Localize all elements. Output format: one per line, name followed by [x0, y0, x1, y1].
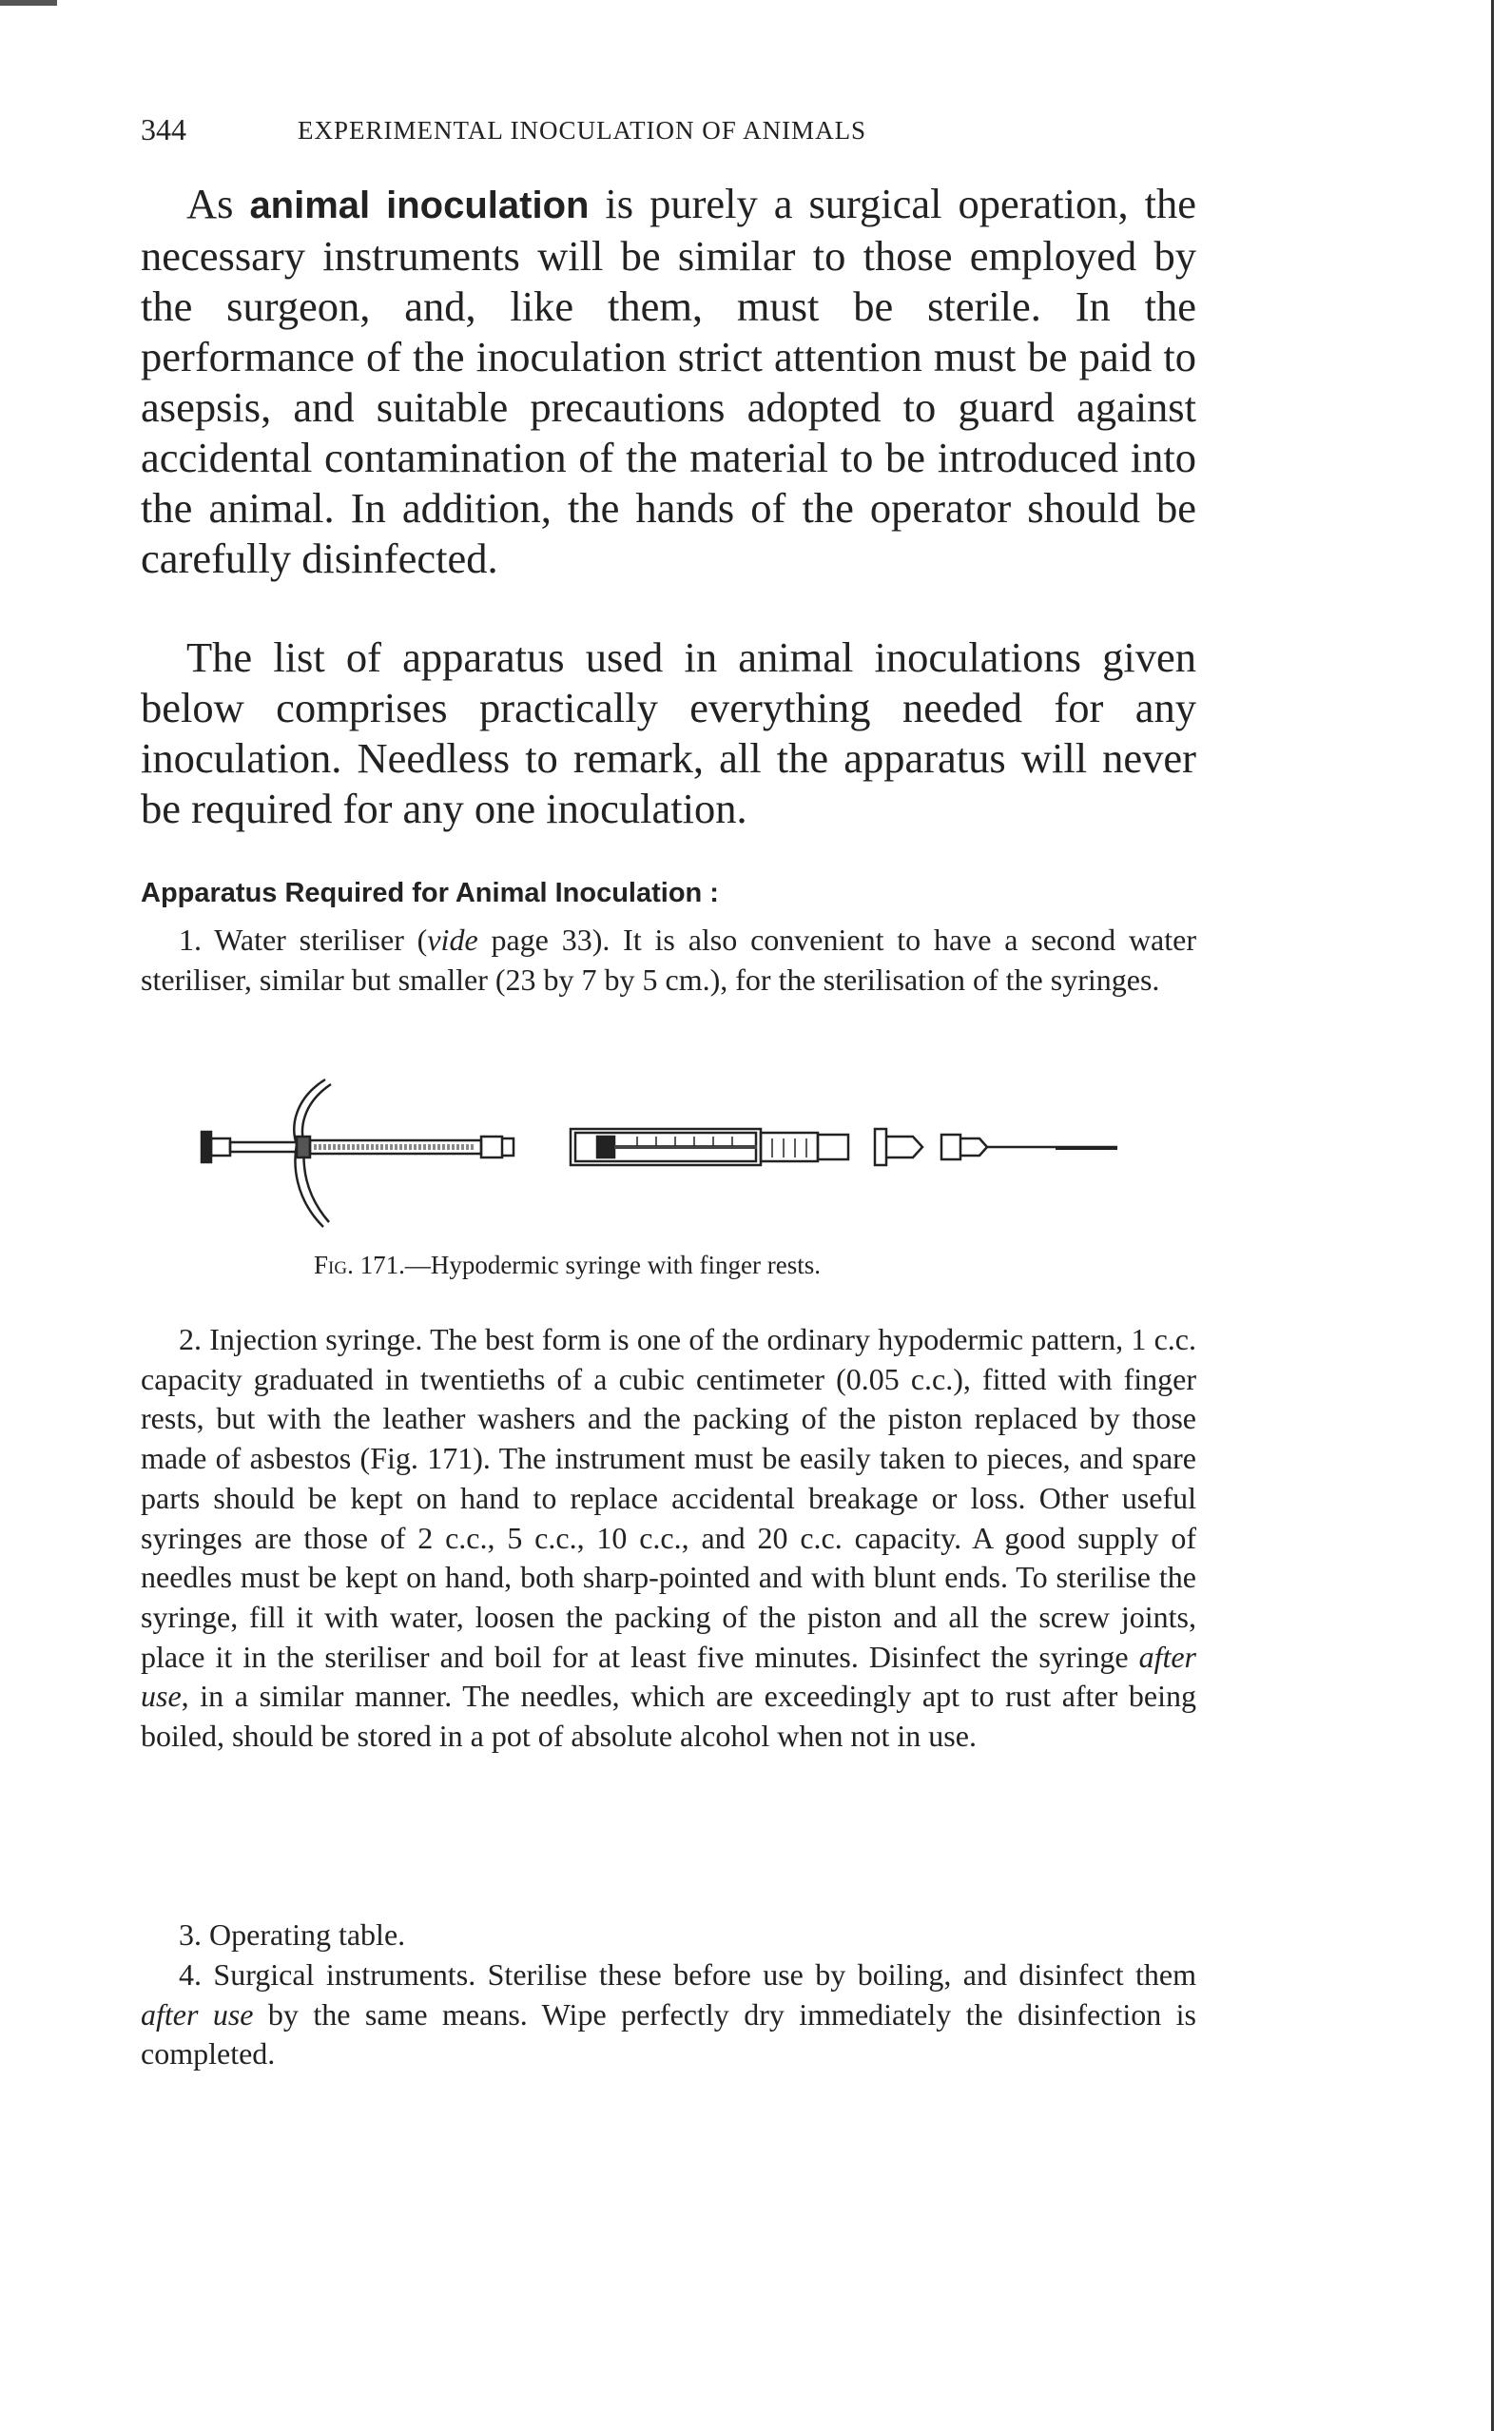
list-item-3: 3. Operating table.: [179, 1917, 406, 1952]
needle-hub: [941, 1135, 960, 1159]
figure-label: Fig. 171.: [314, 1251, 405, 1279]
piston-rod-left: [230, 1142, 297, 1152]
finger-rest-collar: [297, 1137, 310, 1157]
page-number: 344: [141, 112, 186, 146]
page-edge-line: [1491, 0, 1494, 2431]
intro-paragraph-2: The list of apparatus used in animal inoculations given below comprises practically everything needed for any inoculation. Needless to remark, all the apparatus will never be required for any one inoculation.: [141, 633, 1196, 832]
list-item-2: 2. Injection syringe. The best form is one of the ordinary hypodermic pattern, 1 c.c. capacity graduated in twentieths of a cubic centimeter (0.05 c.c.), fitted with finger rests, but with the leather washers and the packing of the piston replaced by those made of asbestos (Fig. 171). The instrument must be easily taken to pieces, and spare parts should be kept on hand to replace accidental breakage or loss. Other useful syringes are those of 2 c.c., 5 c.c., 10 c.c., and 20 c.c. capacity. A good supply of needles must be kept on hand, both sharp-pointed and with blunt ends. To sterilise the syringe, fill it with water, loosen the packing of the piston and all the screw joints, place it in the steriliser and boil for at least five minutes. Disinfect the syringe after use, in a similar manner. The needles, which are exceedingly apt to rust after being boiled, should be stored in a pot of absolute alcohol when not in use.: [141, 1322, 1196, 1754]
needle-mount-collar: [875, 1129, 886, 1165]
plunger-piston: [597, 1137, 614, 1157]
barrel-cap-end: [818, 1135, 848, 1159]
syringe-illustration: [190, 1070, 1141, 1251]
piston-head: [202, 1132, 211, 1162]
list-item-4: 4. Surgical instruments. Sterilise these before use by boiling, and disinfect them after use by the same means. Wipe perfectly dry immediately the disinfection is completed.: [141, 1957, 1197, 2071]
section-heading: Apparatus Required for Animal Inoculation :: [141, 878, 719, 908]
rod-end-screw: [502, 1138, 514, 1156]
list-item-1: 1. Water steriliser (vide page 33). It is also convenient to have a second water steriliser, similar but smaller (23 by 7 by 5 cm.), for the sterilisation of the syringes.: [141, 923, 1197, 997]
piston-cap: [211, 1138, 230, 1156]
rod-end-cap: [481, 1137, 502, 1157]
running-header: [141, 112, 1196, 150]
barrel-graduations: [637, 1137, 732, 1146]
barrel-cap: [761, 1133, 818, 1161]
scan-corner-mark: [0, 0, 57, 6]
intro-paragraph-1: As animal inoculation is purely a surgical operation, the necessary instruments will be similar to those employed by the surgeon, and, like them, must be sterile. In the performance of the inoculation strict attention must be paid to asepsis, and suitable precautions adopted to guard against accidental contamination of the material to be introduced into the animal. In addition, the hands of the operator should be carefully disinfected.: [141, 180, 1196, 582]
syringe-figure: [190, 1070, 1141, 1279]
figure-caption: Fig. 171.—Hypodermic syringe with finger rests.: [314, 1251, 821, 1279]
needle-hub-tip: [960, 1138, 987, 1156]
needle-mount-tip: [886, 1137, 922, 1157]
running-title: EXPERIMENTAL INOCULATION OF ANIMALS: [298, 116, 867, 145]
bold-term: animal inoculation: [249, 185, 590, 226]
